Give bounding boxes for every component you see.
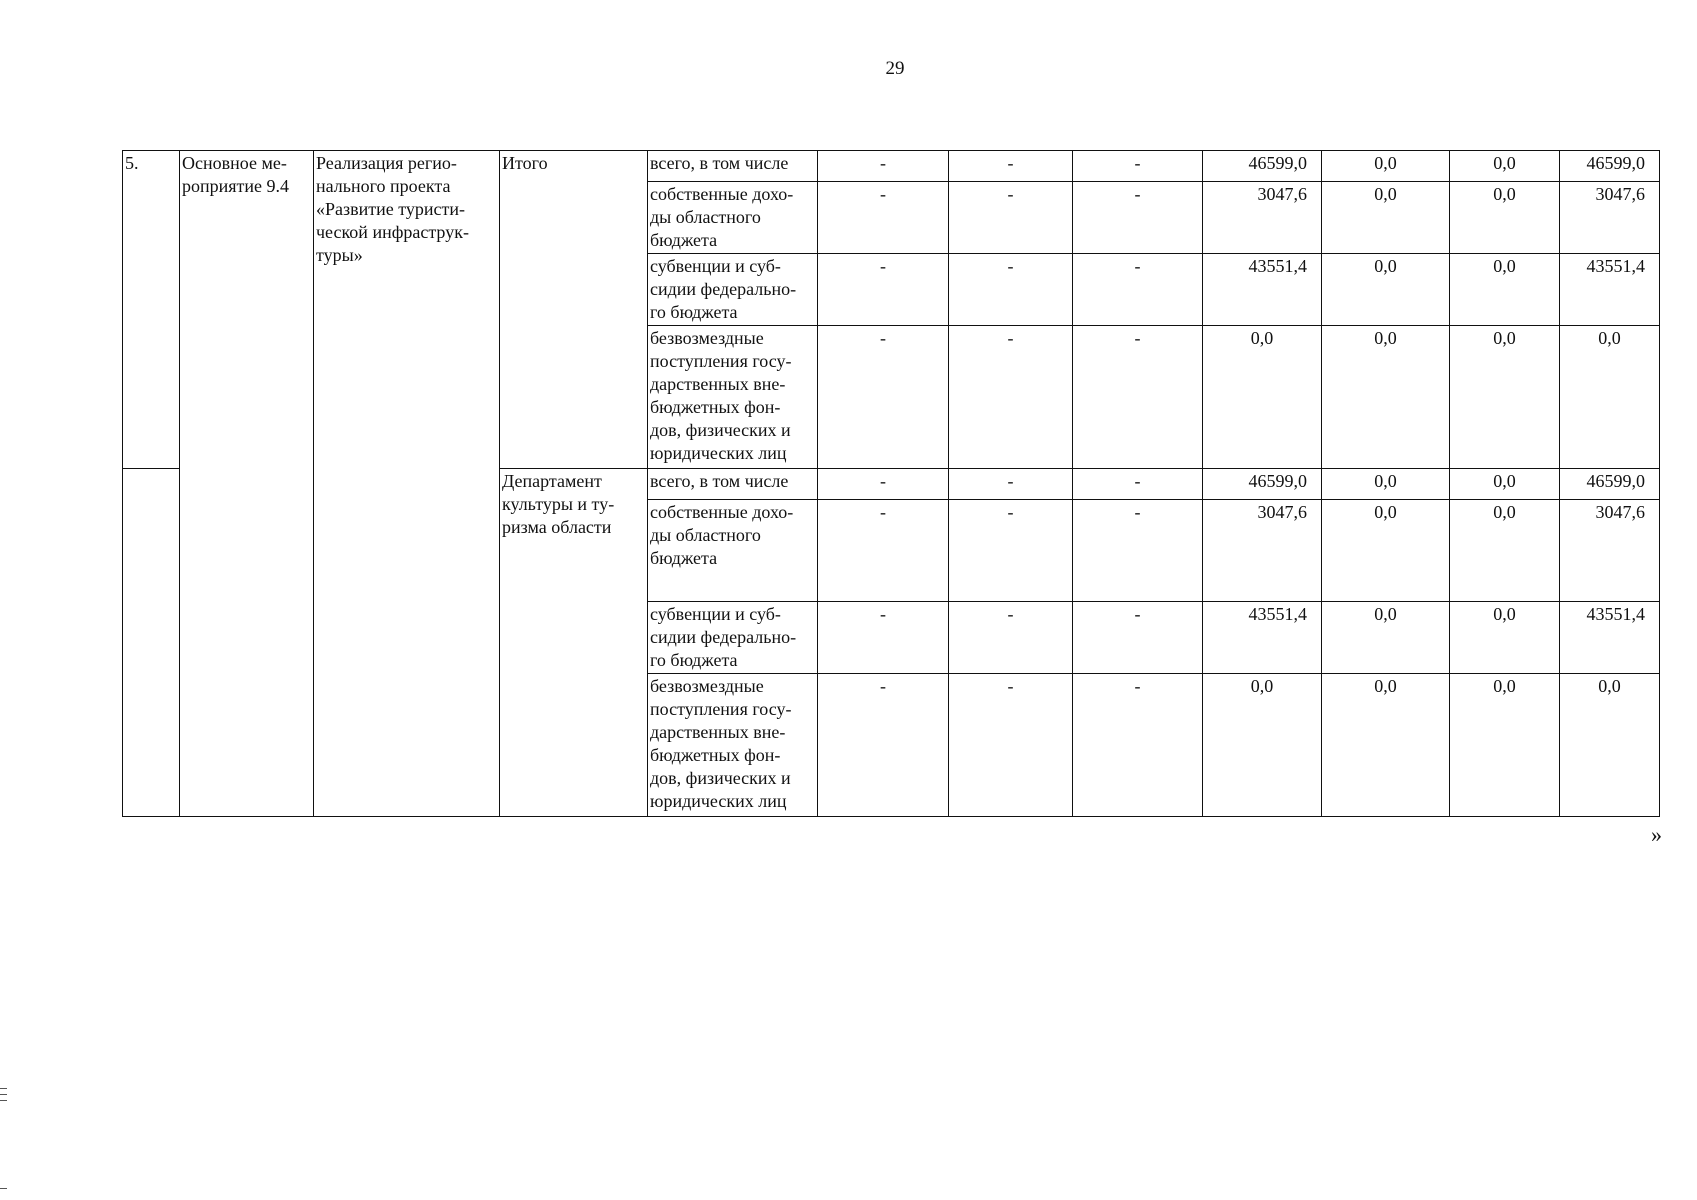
- dash-cell: -: [1073, 254, 1203, 326]
- source-cell: безвозмездные поступления госу- дарственных вне- бюджетных фон- дов, физических и юридических лиц: [648, 326, 818, 469]
- dash-cell: -: [818, 326, 949, 469]
- source-cell: всего, в том числе: [648, 151, 818, 182]
- value-cell: 0,0: [1322, 326, 1450, 469]
- closing-quote: »: [1651, 822, 1662, 847]
- value-cell: 0,0: [1450, 602, 1560, 674]
- value-cell: 0,0: [1322, 602, 1450, 674]
- budget-table: [122, 150, 1660, 817]
- value-cell: 0,0: [1560, 326, 1660, 469]
- dash-cell: -: [818, 500, 949, 602]
- scan-edge-mark: [0, 1100, 7, 1101]
- event-cell: Основное ме- роприятие 9.4: [180, 151, 314, 817]
- executor-cell: Итого: [500, 151, 648, 469]
- value-cell: 0,0: [1203, 674, 1322, 817]
- dash-cell: -: [1073, 326, 1203, 469]
- value-cell: 0,0: [1450, 326, 1560, 469]
- dash-cell: -: [1073, 182, 1203, 254]
- dash-cell: -: [949, 182, 1073, 254]
- dash-cell: -: [949, 469, 1073, 500]
- dash-cell: -: [949, 500, 1073, 602]
- dash-cell: -: [1073, 602, 1203, 674]
- dash-cell: -: [949, 674, 1073, 817]
- table-body: [123, 151, 1660, 817]
- table-row: [123, 151, 1660, 182]
- value-cell: 3047,6: [1203, 500, 1322, 602]
- dash-cell: -: [818, 151, 949, 182]
- scan-edge-mark: [0, 1088, 7, 1089]
- dash-cell: -: [949, 254, 1073, 326]
- value-cell: 43551,4: [1560, 254, 1660, 326]
- value-cell: 46599,0: [1203, 469, 1322, 500]
- value-cell: 0,0: [1322, 151, 1450, 182]
- dash-cell: -: [818, 254, 949, 326]
- value-cell: 0,0: [1450, 674, 1560, 817]
- dash-cell: -: [818, 602, 949, 674]
- value-cell: 0,0: [1450, 500, 1560, 602]
- dash-cell: -: [818, 182, 949, 254]
- value-cell: 0,0: [1322, 182, 1450, 254]
- value-cell: 0,0: [1450, 469, 1560, 500]
- value-cell: 0,0: [1560, 674, 1660, 817]
- source-cell: субвенции и суб- сидии федерально- го бюджета: [648, 254, 818, 326]
- dash-cell: -: [818, 674, 949, 817]
- dash-cell: -: [818, 469, 949, 500]
- value-cell: 46599,0: [1560, 151, 1660, 182]
- page-number: 29: [885, 58, 905, 79]
- value-cell: 0,0: [1322, 500, 1450, 602]
- dash-cell: -: [1073, 500, 1203, 602]
- dash-cell: -: [1073, 674, 1203, 817]
- value-cell: 3047,6: [1560, 500, 1660, 602]
- row-number-cell-empty: [123, 469, 180, 817]
- row-number-cell: 5.: [123, 151, 180, 469]
- source-cell: собственные дохо- ды областного бюджета: [648, 500, 818, 602]
- source-cell: всего, в том числе: [648, 469, 818, 500]
- value-cell: 0,0: [1322, 674, 1450, 817]
- scan-edge-mark: [0, 1188, 7, 1189]
- value-cell: 0,0: [1203, 326, 1322, 469]
- value-cell: 0,0: [1322, 254, 1450, 326]
- scan-edge-mark: [0, 1094, 7, 1095]
- source-cell: собственные дохо- ды областного бюджета: [648, 182, 818, 254]
- value-cell: 46599,0: [1560, 469, 1660, 500]
- dash-cell: -: [1073, 151, 1203, 182]
- value-cell: 3047,6: [1203, 182, 1322, 254]
- value-cell: 0,0: [1450, 151, 1560, 182]
- dash-cell: -: [949, 151, 1073, 182]
- source-cell: субвенции и суб- сидии федерально- го бюджета: [648, 602, 818, 674]
- value-cell: 0,0: [1450, 254, 1560, 326]
- value-cell: 0,0: [1450, 182, 1560, 254]
- dash-cell: -: [949, 326, 1073, 469]
- value-cell: 46599,0: [1203, 151, 1322, 182]
- dash-cell: -: [1073, 469, 1203, 500]
- dash-cell: -: [949, 602, 1073, 674]
- project-cell: Реализация регио- нального проекта «Развитие туристи- ческой инфраструк- туры»: [314, 151, 500, 817]
- value-cell: 43551,4: [1560, 602, 1660, 674]
- value-cell: 3047,6: [1560, 182, 1660, 254]
- value-cell: 43551,4: [1203, 602, 1322, 674]
- value-cell: 0,0: [1322, 469, 1450, 500]
- source-cell: безвозмездные поступления госу- дарственных вне- бюджетных фон- дов, физических и юридических лиц: [648, 674, 818, 817]
- value-cell: 43551,4: [1203, 254, 1322, 326]
- executor-cell: Департамент культуры и ту- ризма области: [500, 469, 648, 817]
